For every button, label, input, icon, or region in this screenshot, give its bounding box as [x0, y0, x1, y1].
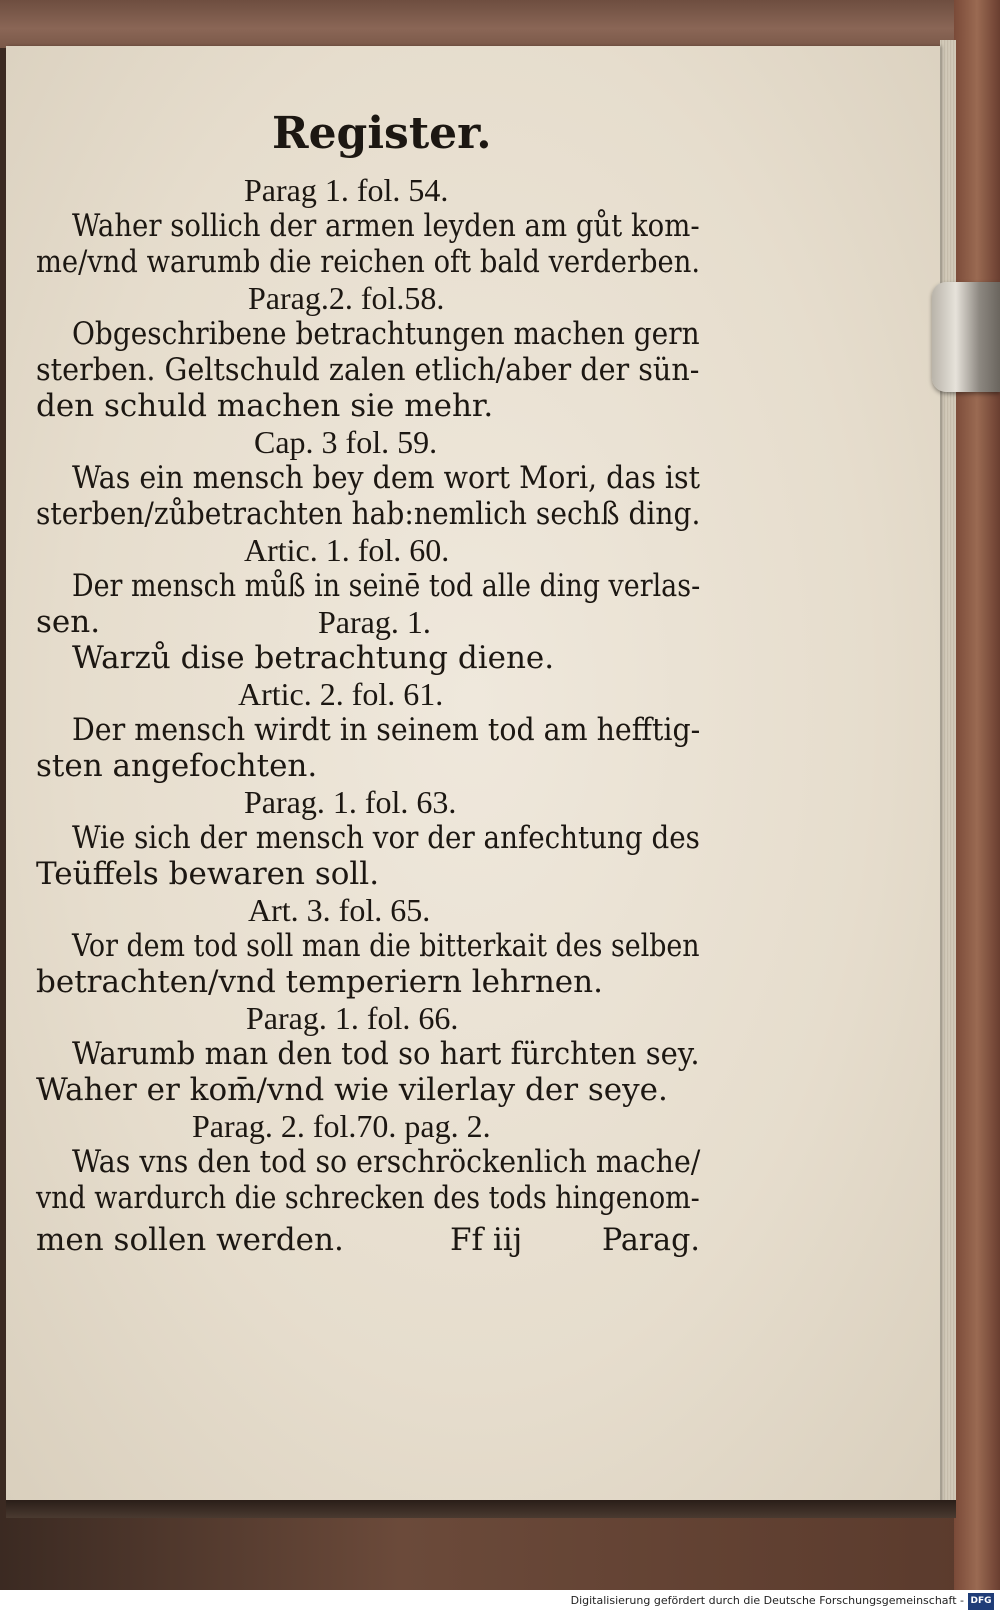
text-line: Waher er kom̄/vnd wie vilerlay der seye.: [36, 1072, 668, 1108]
dfg-logo: DFG: [968, 1593, 994, 1610]
ref-line: Artic. 2. fol. 61.: [238, 676, 444, 712]
text-line: Waher sollich der armen leyden am gůt kom-: [72, 208, 700, 244]
footer-bar: [0, 1590, 1000, 1615]
catchword: Parag.: [602, 1222, 700, 1258]
text-line: Was ein mensch bey dem wort Mori, das ist: [72, 460, 701, 496]
text-line: men sollen werden.: [36, 1222, 344, 1258]
ref-line: Parag. 1.: [318, 604, 431, 640]
text-line: sterben/zůbetrachten hab:nemlich sechß ding.: [36, 496, 701, 532]
text-line: Warzů dise betrachtung diene.: [72, 640, 555, 676]
ref-line: Parag. 2. fol.70. pag. 2.: [192, 1108, 491, 1144]
ref-line: Art. 3. fol. 65.: [248, 892, 431, 928]
text-line: Vor dem tod soll man die bitterkait des selben: [72, 928, 700, 964]
text-line: Der mensch můß in seinē tod alle ding verlas-: [72, 568, 701, 604]
signature-mark: Ff iij: [450, 1222, 523, 1258]
footer-credit: Digitalisierung gefördert durch die Deutsche Forschungsgemeinschaft -: [570, 1594, 964, 1607]
text-line: den schuld machen sie mehr.: [36, 388, 494, 424]
text-line: betrachten/vnd temperiern lehrnen.: [36, 964, 603, 1000]
ref-line: Parag.2. fol.58.: [248, 280, 445, 316]
text-line: me/vnd warumb die reichen oft bald verderben.: [36, 244, 701, 280]
ref-line: Parag. 1. fol. 63.: [244, 784, 457, 820]
text-line: vnd wardurch die schrecken des tods hingenom-: [36, 1180, 700, 1216]
text-line: Wie sich der mensch vor der anfechtung des: [72, 820, 700, 856]
page-title: Register.: [272, 108, 492, 159]
ref-line: Cap. 3 fol. 59.: [254, 424, 438, 460]
text-line: Der mensch wirdt in seinem tod am hefftig-: [72, 712, 701, 748]
text-line: Teüffels bewaren soll.: [36, 856, 380, 892]
text-line: sten angefochten.: [36, 748, 318, 784]
text-line: sterben. Geltschuld zalen etlich/aber der sün-: [36, 352, 700, 388]
page-bottom-shadow: [6, 1500, 956, 1518]
ref-line: Parag 1. fol. 54.: [244, 172, 449, 208]
text-line: Warumb man den tod so hart fürchten sey.: [72, 1036, 700, 1072]
text-line: Was vns den tod so erschröckenlich mache/: [72, 1144, 701, 1180]
text-line: Obgeschribene betrachtungen machen gern: [72, 316, 700, 352]
text-line: sen.: [36, 604, 101, 640]
ref-line: Artic. 1. fol. 60.: [244, 532, 450, 568]
ref-line: Parag. 1. fol. 66.: [246, 1000, 459, 1036]
